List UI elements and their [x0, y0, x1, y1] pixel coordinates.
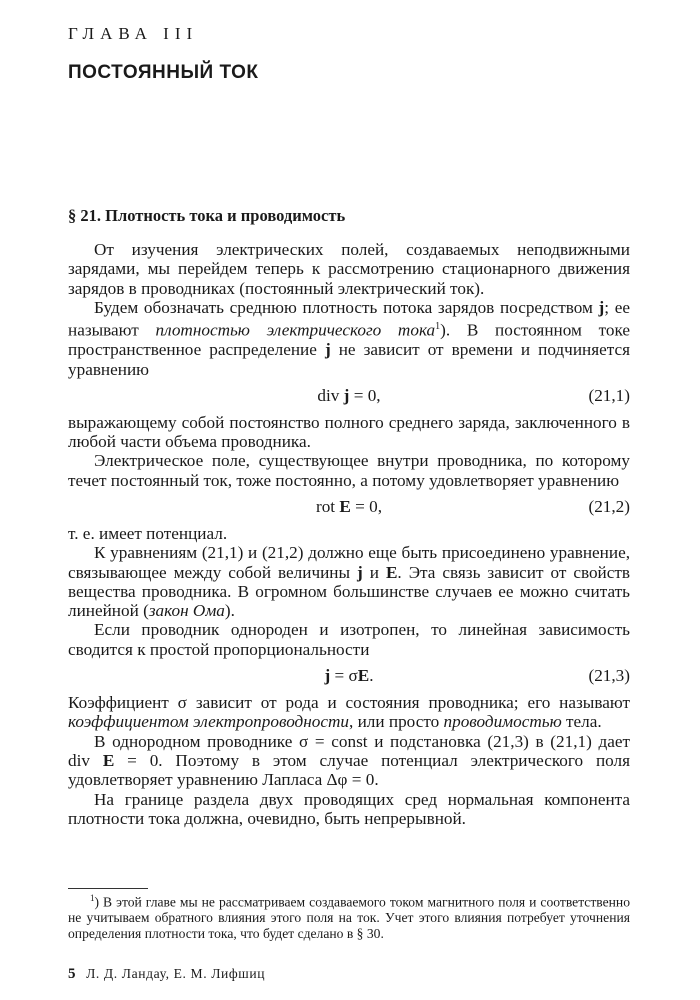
paragraph-10: На границе раздела двух проводящих сред нормальная компонента плотности тока должна, очевидно, быть непрерывной.: [68, 789, 630, 828]
paragraph-8: Коэффициент σ зависит от рода и состояния проводника; его называют коэффициентом электропроводности, или просто проводимостью тела.: [68, 693, 630, 732]
paragraph-7: Если проводник однороден и изотропен, то линейная зависимость сводится к простой пропорциональности: [68, 620, 630, 659]
term-conductivity-coefficient: коэффициентом электропроводности: [68, 712, 350, 732]
equation-21-3: j = σE. (21,3): [68, 659, 630, 693]
equation-number: (21,3): [588, 666, 630, 686]
term-ohms-law: закон Ома: [148, 601, 225, 621]
term-conductivity: проводимостью: [443, 712, 562, 732]
paragraph-2: Будем обозначать среднюю плотность потока зарядов посредством j; ее называют плотностью электрического тока$^1$). В постоянном токе пространственное распределение j не зависит от времени и подчиняется уравнению: [68, 297, 630, 379]
section-title: § 21. Плотность тока и проводимость: [68, 206, 346, 225]
paragraph-5: т. е. имеет потенциал.: [68, 524, 228, 543]
footnote-separator: [68, 888, 148, 889]
footnote-ref: 1: [435, 321, 441, 333]
paragraph-9: В однородном проводнике σ = const и подстановка (21,3) в (21,1) дает div E = 0. Поэтому в этом случае потенциал электрического поля удовлетворяет уравнению Лапласа Δφ = 0.: [68, 731, 631, 790]
paragraph-1: От изучения электрических полей, создаваемых неподвижными зарядами, мы перейдем теперь к рассмотрению стационарного движения зарядов в проводниках (постоянный электрический ток).: [68, 240, 630, 298]
paragraph-4: Электрическое поле, существующее внутри проводника, по которому течет постоянный ток, тоже постоянно, а потому удовлетворяет уравнению: [68, 451, 630, 490]
printer-signature: [68, 966, 265, 983]
equation-21-1: div j = 0, (21,1): [68, 379, 630, 413]
footnote: $^1$) В этой главе мы не рассматриваем создаваемого током магнитного поля и соответственно не учитываем обратного влияния этого поля на ток. Учет этого влияния потребует уточнения определения плотности тока, что будет сделано в § 30.: [68, 893, 630, 941]
chapter-title: ПОСТОЯННЫЙ ТОК: [68, 62, 259, 83]
chapter-label: ГЛАВА III: [68, 24, 199, 43]
signature-number: 5: [68, 966, 77, 982]
paragraph-6: К уравнениям (21,1) и (21,2) должно еще быть присоединено уравнение, связывающее между собой величины j и E. Эта связь зависит от свойств вещества проводника. В огромном большинстве случаев ее можно считать линейной (закон Ома).: [68, 543, 630, 621]
body-text: [68, 240, 630, 828]
book-page: [68, 0, 630, 1000]
footnote-mark: 1: [90, 893, 95, 903]
paragraph-3: выражающему собой постоянство полного среднего заряда, заключенного в любой части объема проводника.: [68, 412, 630, 452]
signature-authors: Л. Д. Ландау, Е. М. Лифшиц: [86, 966, 266, 981]
equation-21-2: rot E = 0, (21,2): [68, 490, 630, 524]
equation-number: (21,2): [588, 497, 630, 516]
equation-number: (21,1): [588, 385, 630, 405]
term-current-density: плотностью электрического тока: [155, 320, 436, 340]
